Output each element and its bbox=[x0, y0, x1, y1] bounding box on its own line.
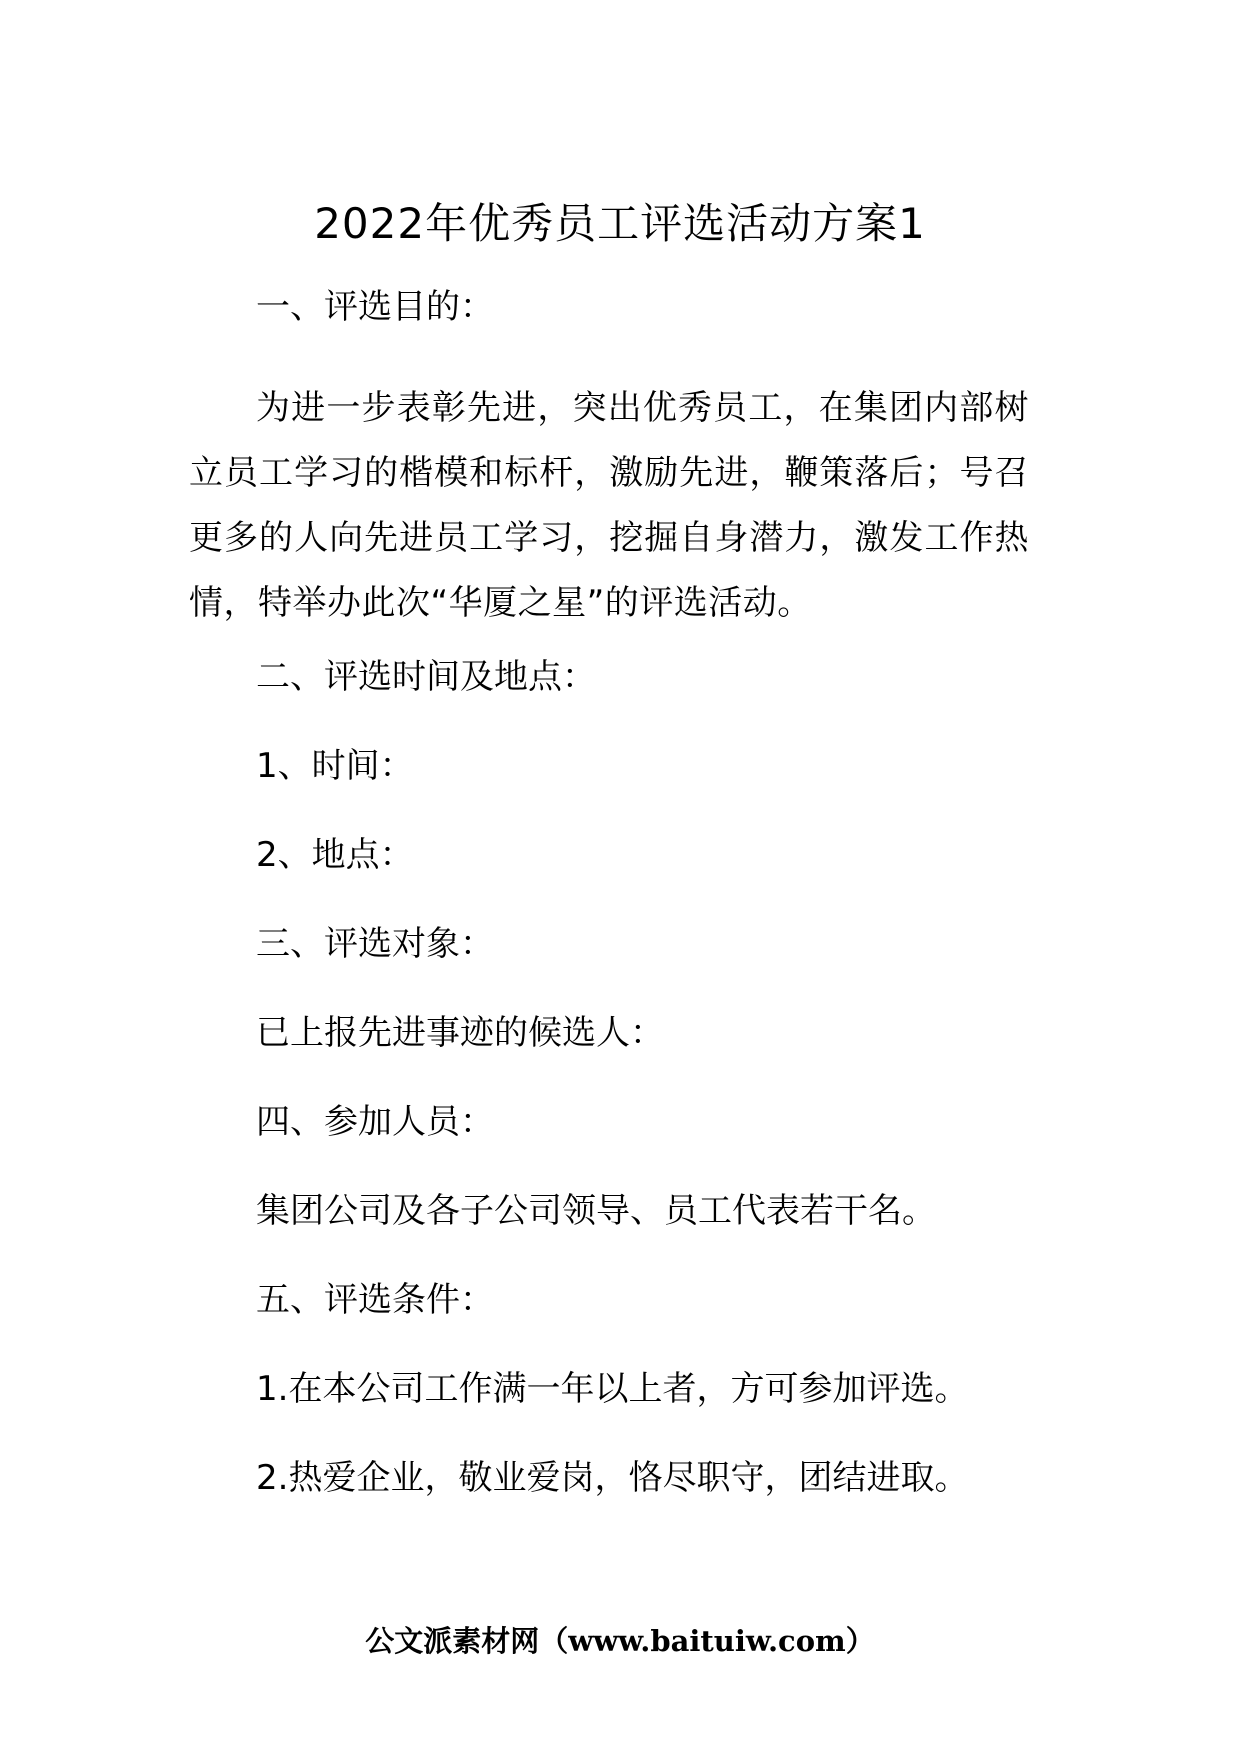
section1-heading: 一、评选目的： bbox=[256, 287, 494, 327]
section5-item-2: 2.热爱企业，敬业爱岗，恪尽职守，团结进取。 bbox=[256, 1458, 969, 1498]
section2-item-time: 1、时间： bbox=[256, 746, 414, 786]
section3-heading: 三、评选对象： bbox=[256, 924, 494, 964]
section4-text: 集团公司及各子公司领导、员工代表若干名。 bbox=[256, 1191, 936, 1231]
footer-source-text: 公文派素材网（www.baituiw.com） bbox=[365, 1624, 875, 1658]
document-title: 2022年优秀员工评选活动方案1 bbox=[314, 199, 926, 248]
section3-text: 已上报先进事迹的候选人： bbox=[256, 1013, 664, 1053]
section5-heading: 五、评选条件： bbox=[256, 1280, 494, 1320]
section2-item-location: 2、地点： bbox=[256, 835, 414, 875]
section1-paragraph: 为进一步表彰先进，突出优秀员工，在集团内部树立员工学习的楷模和标杆，激励先进，鞭策落后；号召更多的人向先进员工学习，挖掘自身潜力，激发工作热情，特举办此次“华厦之星”的评选活动。 bbox=[189, 388, 1029, 623]
section5-item-1: 1.在本公司工作满一年以上者，方可参加评选。 bbox=[256, 1369, 969, 1409]
section2-heading: 二、评选时间及地点： bbox=[256, 657, 596, 697]
section4-heading: 四、参加人员： bbox=[256, 1102, 494, 1142]
